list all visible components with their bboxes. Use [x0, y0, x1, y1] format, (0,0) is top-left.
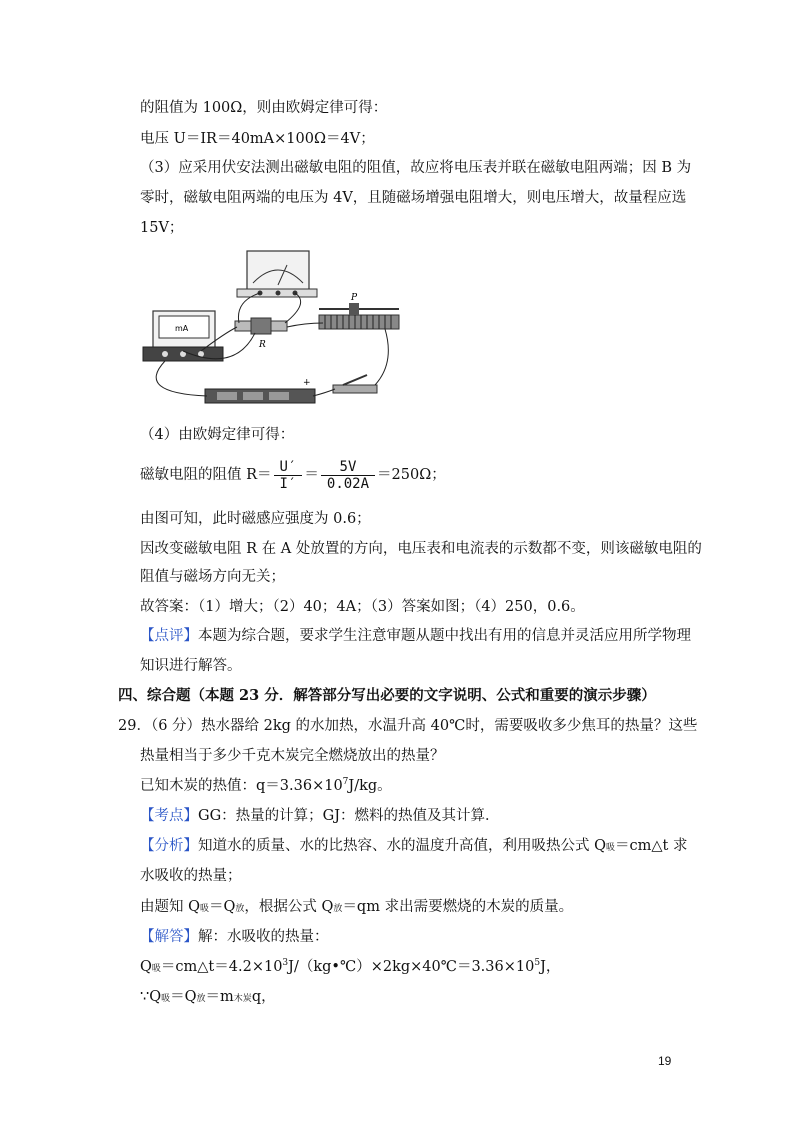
battery — [205, 378, 315, 403]
ammeter — [143, 311, 223, 361]
text-line: 知识进行解答。 — [140, 658, 242, 674]
section-heading: 四、综合题（本题 23 分．解答部分写出必要的文字说明、公式和重要的演示步骤） — [118, 687, 656, 704]
subscript: 吸 — [151, 964, 161, 974]
resistor — [235, 318, 287, 350]
equation-text: ∵Q — [140, 989, 162, 1005]
formula-prefix: 磁敏电阻的阻值 R＝ — [140, 467, 272, 483]
formula-result: ＝250Ω； — [377, 467, 446, 483]
exponent: 3 — [282, 958, 289, 968]
analysis-text: ，根据公式 Q — [244, 899, 334, 915]
answer-tag: 【解答】 — [140, 929, 198, 945]
equation-line — [140, 987, 276, 1009]
text-line: 因改变磁敏电阻 R 在 A 处放置的方向，电压表和电流表的示数都不变，则该磁敏电阻的 — [140, 541, 702, 557]
subscript: 吸 — [606, 843, 616, 853]
text-line: 15V； — [140, 220, 184, 236]
fraction-numerator: U′ — [274, 459, 303, 476]
analysis-text: ＝qm 求出需要燃烧的木炭的质量。 — [342, 899, 574, 915]
equation-text: J， — [540, 959, 561, 975]
text-line: （4）由欧姆定律可得： — [140, 427, 295, 443]
text-line: 由图可知，此时磁感应强度为 0.6； — [140, 511, 371, 527]
circuit-figure — [135, 243, 400, 408]
text-line: 零时，磁敏电阻两端的电压为 4V，且随磁场增强电阻增大，则电压增大，故量程应选 — [140, 190, 687, 206]
resistor-label: R — [259, 340, 266, 350]
text-line: 水吸收的热量； — [140, 868, 242, 884]
text-line: 阻值与磁场方向无关； — [140, 569, 285, 585]
equation-line — [140, 957, 560, 979]
subscript: 木炭 — [233, 994, 252, 1004]
slider-label: P — [351, 293, 358, 303]
fraction-denominator: I′ — [279, 475, 297, 492]
fraction-values — [321, 459, 375, 492]
question-text: 29．（6 分）热水器给 2kg 的水加热，水温升高 40℃时，需要吸收多少焦耳的热量？这些 — [118, 718, 698, 734]
subscript: 吸 — [200, 904, 210, 914]
question-text: 热量相当于多少千克木炭完全燃烧放出的热量？ — [140, 748, 445, 764]
equals-sign: ＝ — [304, 467, 319, 483]
analysis-text: ＝Q — [209, 899, 236, 915]
text-line: 电压 U＝IR＝40mA×100Ω＝4V； — [140, 131, 375, 147]
equation-text: J/（kg•℃）×2kg×40℃＝3.36×10 — [288, 959, 535, 975]
exponent: 7 — [342, 777, 349, 787]
analysis-text: 由题知 Q — [140, 899, 200, 915]
analysis-text: ＝cm△t 求 — [615, 838, 688, 854]
known-text: 已知木炭的热值：q＝3.36×10 — [140, 778, 343, 794]
subscript: 吸 — [161, 994, 171, 1004]
analysis-line — [140, 897, 573, 919]
equation-text: Q — [140, 959, 152, 975]
comment-text: 本题为综合题，要求学生注意审题从题中找出有用的信息并灵活应用所学物理 — [198, 628, 691, 644]
equation-text: ＝m — [205, 989, 234, 1005]
answer-line — [140, 927, 329, 947]
text-line: 故答案：（1）增大；（2）40；4A；（3）答案如图；（4）250，0.6。 — [140, 599, 585, 615]
comment-line — [140, 626, 691, 646]
subscript: 放 — [333, 904, 343, 914]
text-line: 的阻值为 100Ω，则由欧姆定律可得： — [140, 100, 388, 116]
fraction-denominator: 0.02A — [326, 475, 370, 492]
equation-text: q， — [251, 989, 276, 1005]
known-value-line — [140, 776, 392, 796]
text-line: （3）应采用伏安法测出磁敏电阻的阻值，故应将电压表并联在磁敏电阻两端；因 B 为 — [140, 160, 692, 176]
voltmeter — [237, 251, 317, 297]
battery-plus-label: + — [303, 378, 311, 388]
rheostat — [319, 293, 399, 329]
ammeter-unit: mA — [175, 324, 189, 333]
analysis-tag: 【分析】 — [140, 838, 198, 854]
exponent: 5 — [534, 958, 541, 968]
formula-line — [140, 457, 446, 493]
kaodian-line — [140, 806, 500, 826]
fraction-numerator: 5V — [321, 459, 375, 476]
fraction-u-over-i — [274, 459, 303, 492]
switch — [333, 375, 377, 393]
analysis-text: 知道水的质量、水的比热容、水的温度升高值，利用吸热公式 Q — [198, 838, 606, 854]
page-number: 19 — [658, 1054, 672, 1068]
kaodian-text: GG：热量的计算；GJ：燃料的热值及其计算． — [198, 808, 500, 824]
subscript: 放 — [196, 994, 206, 1004]
comment-tag: 【点评】 — [140, 628, 198, 644]
known-unit: J/kg。 — [348, 778, 392, 794]
analysis-line — [140, 836, 687, 858]
equation-text: ＝cm△t＝4.2×10 — [160, 959, 283, 975]
equation-text: ＝Q — [170, 989, 197, 1005]
subscript: 放 — [235, 904, 245, 914]
kaodian-tag: 【考点】 — [140, 808, 198, 824]
answer-text: 解：水吸收的热量： — [198, 929, 329, 945]
